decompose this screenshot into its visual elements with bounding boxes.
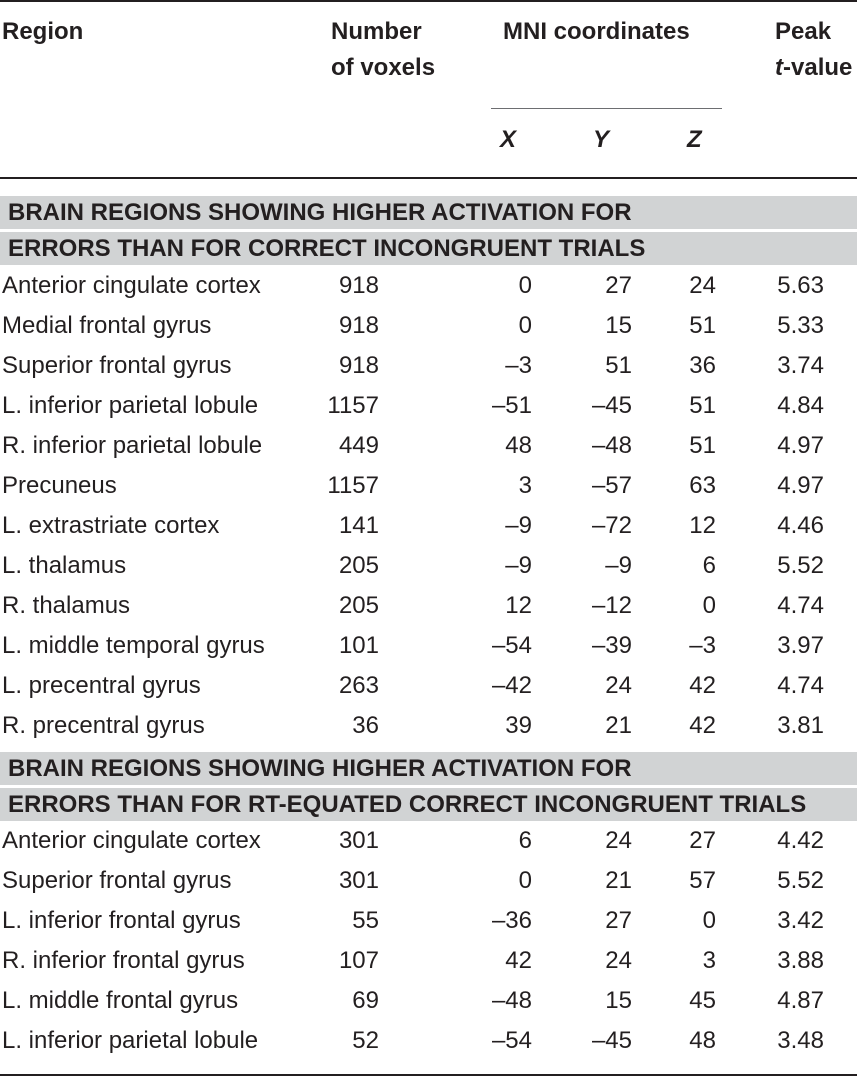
peak-t-cell: 5.52 [777, 552, 824, 579]
voxels-cell: 918 [338, 312, 379, 339]
voxels-cell: 205 [338, 592, 379, 619]
voxels-cell: 69 [352, 987, 379, 1014]
region-cell: Anterior cingulate cortex [2, 827, 261, 854]
y-cell: 24 [605, 827, 632, 854]
voxels-cell: 918 [338, 352, 379, 379]
region-cell: L. inferior parietal lobule [2, 392, 259, 419]
voxels-cell: 141 [338, 512, 379, 539]
voxels-cell: 107 [338, 947, 379, 974]
table-row [0, 546, 857, 586]
voxels-cell: 1157 [327, 472, 379, 499]
y-cell: –48 [591, 432, 632, 459]
z-cell: 0 [702, 592, 716, 619]
region-cell: R. inferior frontal gyrus [2, 947, 245, 974]
y-cell: –12 [591, 592, 632, 619]
x-cell: –9 [505, 552, 532, 579]
x-cell: –36 [491, 907, 532, 934]
table-row [0, 981, 857, 1021]
z-cell: 57 [689, 867, 716, 894]
y-cell: 51 [605, 352, 632, 379]
section-header [0, 196, 857, 266]
y-cell: 24 [605, 672, 632, 699]
peak-t-cell: 3.81 [777, 712, 824, 739]
z-cell: 51 [689, 312, 716, 339]
header-mni-coordinates: MNI coordinates [503, 18, 690, 45]
x-cell: 42 [505, 947, 532, 974]
table-row [0, 706, 857, 746]
z-cell: 24 [689, 272, 716, 299]
peak-t-cell: 4.87 [777, 987, 824, 1014]
peak-t-cell: 4.84 [777, 392, 824, 419]
table-row [0, 426, 857, 466]
x-cell: 12 [505, 592, 532, 619]
z-cell: 63 [689, 472, 716, 499]
voxels-cell: 101 [338, 632, 379, 659]
z-cell: 51 [689, 432, 716, 459]
y-cell: –39 [591, 632, 632, 659]
region-cell: L. precentral gyrus [2, 672, 201, 699]
table-row [0, 941, 857, 981]
header-bottom-rule [0, 177, 857, 179]
x-cell: –42 [491, 672, 532, 699]
table-row [0, 901, 857, 941]
table-row [0, 506, 857, 546]
table-row [0, 1021, 857, 1061]
z-cell: –3 [689, 632, 716, 659]
header-z: Z [687, 126, 702, 153]
table-row [0, 666, 857, 706]
header-x: X [500, 126, 517, 153]
voxels-cell: 205 [338, 552, 379, 579]
z-cell: 42 [689, 712, 716, 739]
header-peak-t-value: Peak t-value [775, 18, 853, 81]
peak-t-cell: 3.88 [777, 947, 824, 974]
x-cell: 0 [518, 312, 532, 339]
z-cell: 6 [702, 552, 716, 579]
z-cell: 51 [689, 392, 716, 419]
voxels-cell: 52 [352, 1027, 379, 1054]
z-cell: 27 [689, 827, 716, 854]
y-cell: –45 [591, 392, 632, 419]
voxels-cell: 36 [352, 712, 379, 739]
x-cell: 6 [518, 827, 532, 854]
z-cell: 45 [689, 987, 716, 1014]
peak-t-cell: 3.48 [777, 1027, 824, 1054]
table-row [0, 346, 857, 386]
voxels-cell: 263 [338, 672, 379, 699]
peak-t-cell: 4.97 [777, 432, 824, 459]
y-cell: –9 [605, 552, 632, 579]
y-cell: 15 [605, 987, 632, 1014]
voxels-cell: 918 [338, 272, 379, 299]
section-title-line1: BRAIN REGIONS SHOWING HIGHER ACTIVATION FOR [8, 199, 632, 226]
x-cell: –54 [491, 632, 532, 659]
voxels-cell: 1157 [327, 392, 379, 419]
mni-spanner-rule [491, 108, 722, 109]
header-region: Region [2, 18, 84, 45]
peak-t-cell: 4.42 [777, 827, 824, 854]
x-cell: 0 [518, 272, 532, 299]
header-number-of-voxels: Number of voxels [331, 18, 436, 81]
region-cell: Medial frontal gyrus [2, 312, 212, 339]
z-cell: 3 [702, 947, 716, 974]
x-cell: 39 [505, 712, 532, 739]
region-cell: Precuneus [2, 472, 117, 499]
y-cell: 21 [605, 867, 632, 894]
peak-t-cell: 3.74 [777, 352, 824, 379]
voxels-cell: 301 [338, 827, 379, 854]
table-top-rule [0, 0, 857, 2]
region-cell: L. middle frontal gyrus [2, 987, 239, 1014]
peak-t-cell: 4.46 [777, 512, 824, 539]
table-row [0, 466, 857, 506]
x-cell: 0 [518, 867, 532, 894]
z-cell: 12 [689, 512, 716, 539]
section-title-line2: ERRORS THAN FOR RT-EQUATED CORRECT INCONGRUENT TRIALS [8, 791, 807, 818]
region-cell: L. inferior parietal lobule [2, 1027, 259, 1054]
y-cell: 27 [605, 907, 632, 934]
region-cell: Superior frontal gyrus [2, 867, 232, 894]
x-cell: –54 [491, 1027, 532, 1054]
y-cell: 21 [605, 712, 632, 739]
y-cell: –57 [591, 472, 632, 499]
peak-t-cell: 4.74 [777, 592, 824, 619]
peak-t-cell: 4.97 [777, 472, 824, 499]
section-title-line2: ERRORS THAN FOR CORRECT INCONGRUENT TRIALS [8, 235, 646, 262]
table-row [0, 626, 857, 666]
region-cell: L. thalamus [2, 552, 127, 579]
table-bottom-rule [0, 1074, 857, 1076]
region-cell: R. precentral gyrus [2, 712, 205, 739]
peak-t-cell: 3.97 [777, 632, 824, 659]
z-cell: 42 [689, 672, 716, 699]
peak-t-cell: 4.74 [777, 672, 824, 699]
section-header [0, 752, 857, 822]
table-row [0, 586, 857, 626]
voxels-cell: 449 [338, 432, 379, 459]
x-cell: –51 [491, 392, 532, 419]
x-cell: 3 [518, 472, 532, 499]
section-title-line1: BRAIN REGIONS SHOWING HIGHER ACTIVATION FOR [8, 755, 632, 782]
y-cell: –45 [591, 1027, 632, 1054]
peak-t-cell: 5.63 [777, 272, 824, 299]
peak-t-cell: 5.33 [777, 312, 824, 339]
region-cell: R. thalamus [2, 592, 131, 619]
y-cell: 24 [605, 947, 632, 974]
voxels-cell: 301 [338, 867, 379, 894]
peak-t-cell: 3.42 [777, 907, 824, 934]
z-cell: 48 [689, 1027, 716, 1054]
x-cell: –9 [505, 512, 532, 539]
region-cell: Anterior cingulate cortex [2, 272, 261, 299]
voxels-cell: 55 [352, 907, 379, 934]
region-cell: L. inferior frontal gyrus [2, 907, 241, 934]
peak-t-cell: 5.52 [777, 867, 824, 894]
region-cell: L. middle temporal gyrus [2, 632, 265, 659]
table-row [0, 306, 857, 346]
x-cell: –3 [505, 352, 532, 379]
z-cell: 36 [689, 352, 716, 379]
region-cell: R. inferior parietal lobule [2, 432, 263, 459]
x-cell: –48 [491, 987, 532, 1014]
x-cell: 48 [505, 432, 532, 459]
region-cell: L. extrastriate cortex [2, 512, 220, 539]
y-cell: 15 [605, 312, 632, 339]
table-row [0, 266, 857, 306]
table-row [0, 861, 857, 901]
y-cell: –72 [591, 512, 632, 539]
z-cell: 0 [702, 907, 716, 934]
table-row [0, 386, 857, 426]
header-y: Y [593, 126, 610, 153]
y-cell: 27 [605, 272, 632, 299]
table-row [0, 821, 857, 861]
region-cell: Superior frontal gyrus [2, 352, 232, 379]
